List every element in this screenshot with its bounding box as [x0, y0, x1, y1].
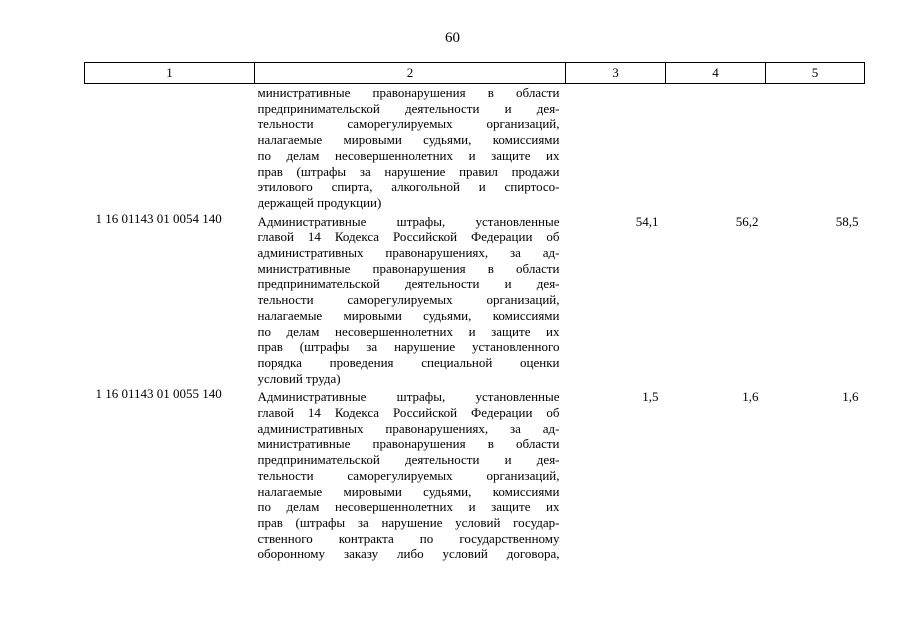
description-line: по делам несовершеннолетних и защите их [257, 147, 560, 163]
description-line: по делам несовершеннолетних и защите их [257, 499, 560, 515]
description-line: по делам несовершеннолетних и защите их [257, 323, 560, 339]
column-header-3: 3 [566, 63, 666, 84]
table-row [85, 386, 865, 562]
description-line: тельности саморегулируемых организаций, [257, 467, 560, 483]
description-line: тельности саморегулируемых организаций, [257, 292, 560, 308]
description-line: административных правонарушениях, за ад- [257, 245, 560, 261]
description-line: главой 14 Кодекса Российской Федерации об [257, 405, 560, 421]
description-line: оборонному заказу либо условий договора, [257, 546, 560, 562]
description-line: держащей продукции) [257, 194, 382, 210]
description-cell [255, 211, 566, 387]
description-line: предпринимательской деятельности и дея- [257, 100, 560, 116]
value-cell-3 [566, 84, 666, 211]
value-cell-5 [766, 84, 865, 211]
description-line: условий труда) [257, 370, 341, 386]
description-line: тельности саморегулируемых организаций, [257, 116, 560, 132]
code-cell: 1 16 01143 01 0054 140 [95, 210, 222, 226]
description-line: прав (штрафы за нарушение условий государ- [257, 514, 560, 530]
column-header-2: 2 [255, 63, 566, 84]
description-cell [255, 84, 566, 211]
description-line: порядка проведения специальной оценки [257, 354, 560, 370]
description-line: предпринимательской деятельности и дея- [257, 276, 560, 292]
column-header-4: 4 [666, 63, 766, 84]
page-number: 60 [445, 30, 460, 46]
description-line: административных правонарушениях, за ад- [257, 420, 560, 436]
value-cell-5: 1,6 [842, 389, 859, 405]
description-line: Административные штрафы, установленные [257, 389, 560, 405]
description-line: прав (штрафы за нарушение правил продажи [257, 163, 560, 179]
value-cell-4 [666, 84, 766, 211]
code-cell [85, 84, 255, 211]
description-line: налагаемые мировыми судьями, комиссиями [257, 132, 560, 148]
description-line: этилового спирта, алкогольной и спиртосо- [257, 179, 560, 195]
description-line: предпринимательской деятельности и дея- [257, 452, 560, 468]
value-cell-5: 58,5 [835, 213, 859, 229]
table-row [85, 211, 865, 387]
value-cell-4: 56,2 [735, 213, 759, 229]
table-header-row [85, 63, 865, 84]
description-line: Административные штрафы, установленные [257, 213, 560, 229]
value-cell-3: 1,5 [642, 389, 659, 405]
column-header-5: 5 [766, 63, 865, 84]
value-cell-4: 1,6 [742, 389, 759, 405]
value-cell-3: 54,1 [635, 213, 659, 229]
description-line: налагаемые мировыми судьями, комиссиями [257, 483, 560, 499]
description-cell [255, 386, 566, 562]
table-row-continuation [85, 84, 865, 211]
description-line: главой 14 Кодекса Российской Федерации об [257, 229, 560, 245]
description-line: министративные правонарушения в области [257, 436, 560, 452]
code-cell: 1 16 01143 01 0055 140 [95, 386, 222, 402]
description-line: прав (штрафы за нарушение установленного [257, 339, 560, 355]
description-line: министративные правонарушения в области [257, 260, 560, 276]
description-line: налагаемые мировыми судьями, комиссиями [257, 307, 560, 323]
budget-table [84, 62, 865, 562]
description-line: ственного контракта по государственному [257, 530, 560, 546]
column-header-1: 1 [85, 63, 255, 84]
description-line: министративные правонарушения в области [257, 85, 560, 100]
